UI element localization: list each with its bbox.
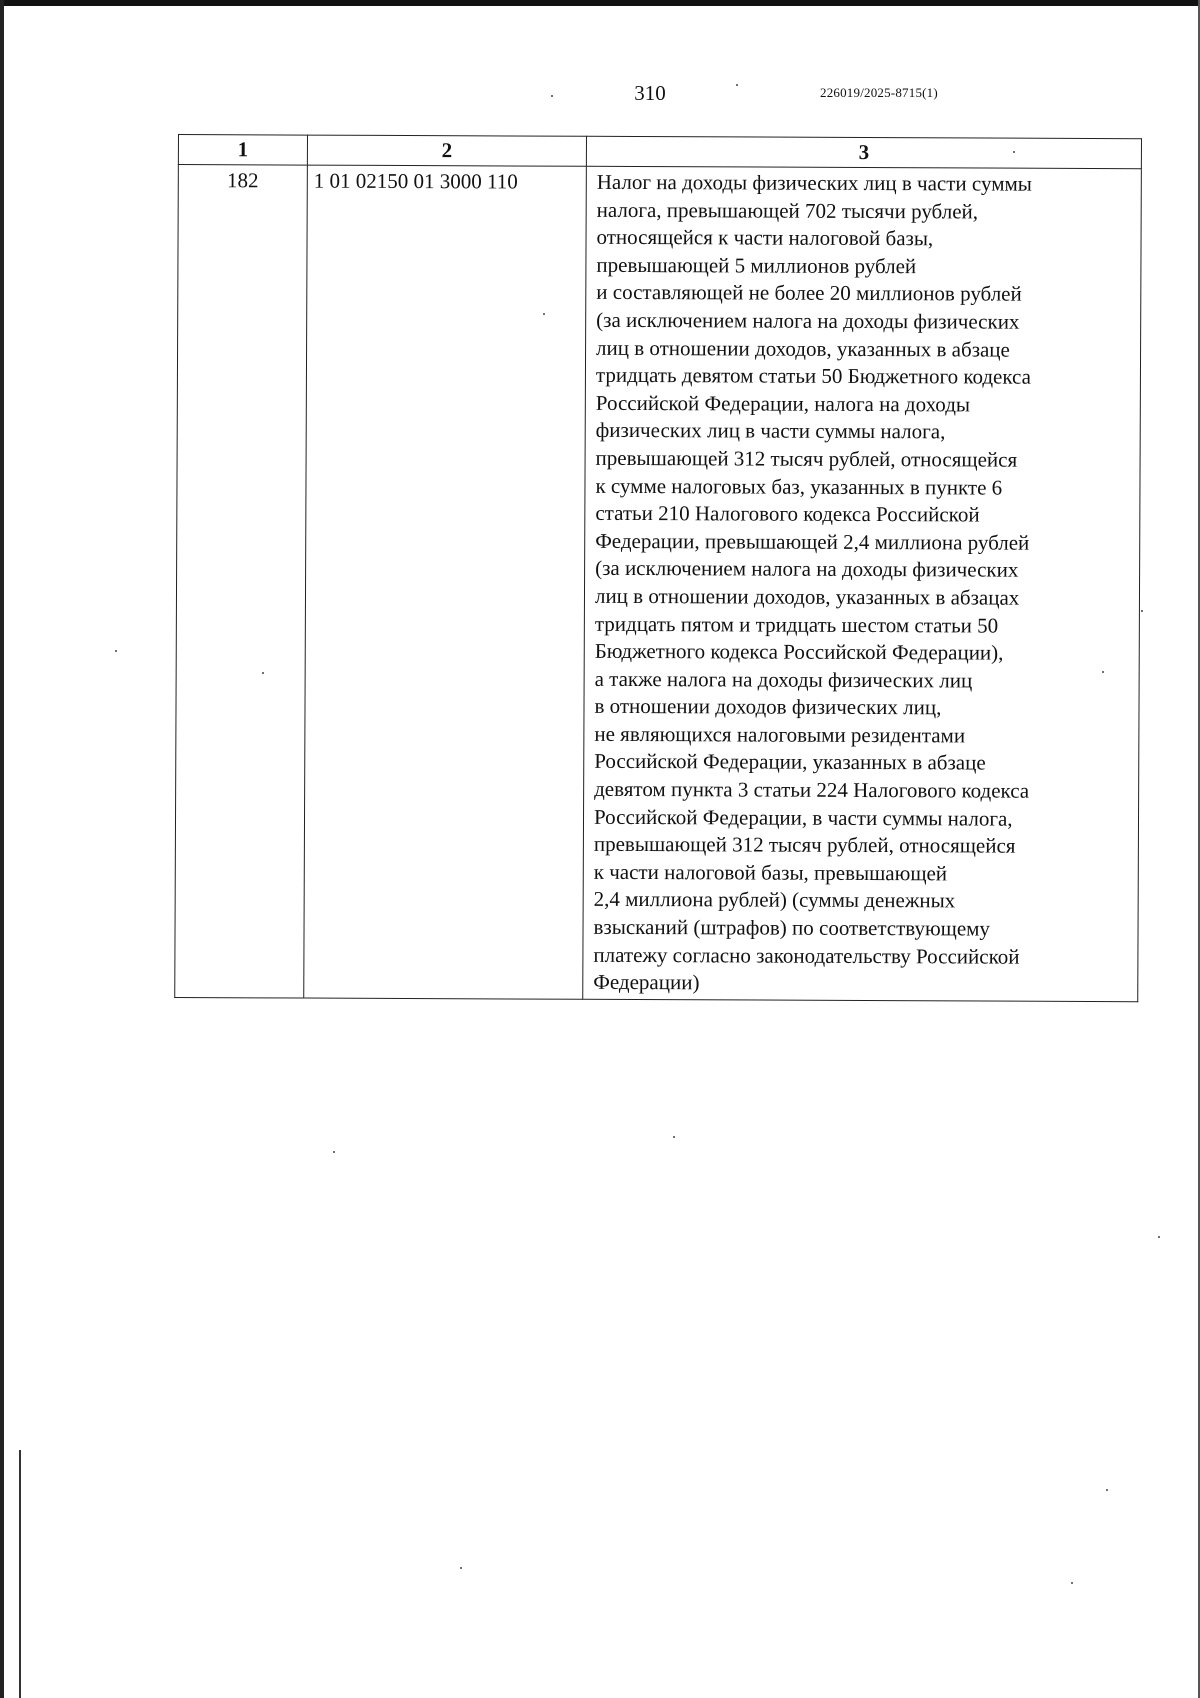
revenue-name-line: физических лиц в части суммы налога, — [595, 418, 946, 444]
scan-speck — [1102, 671, 1104, 673]
revenue-name-line: превышающей 312 тысяч рублей, относящейся — [595, 445, 1018, 472]
column-header-1: 1 — [178, 135, 307, 166]
revenue-name-line: Российской Федерации, налога на доходы — [595, 390, 971, 417]
table-header — [178, 135, 1141, 169]
scan-speck — [1106, 1489, 1108, 1491]
revenue-code-cell: 1 01 02150 01 3000 110 — [304, 165, 587, 999]
page-number: 310 — [634, 81, 666, 105]
table-body — [175, 165, 1142, 1002]
scan-speck — [551, 95, 553, 97]
table-row — [175, 165, 1142, 1002]
revenue-name-line: статьи 210 Налогового кодекса Российской — [595, 500, 980, 527]
scan-speck — [262, 672, 264, 674]
revenue-name-line: Российской Федерации, указанных в абзаце — [594, 749, 986, 775]
revenue-name-line: к части налоговой базы, превышающей — [593, 859, 948, 886]
revenue-name-line: превышающей 312 тысяч рублей, относящейся — [593, 832, 1016, 858]
revenue-name-line: девятом пункта 3 статьи 224 Налогового кодекса — [594, 776, 1030, 803]
scan-speck — [115, 650, 117, 652]
scan-left-border-inner — [19, 1450, 21, 1698]
revenue-name-line: Налог на доходы физических лиц в части суммы — [596, 169, 1032, 196]
scan-speck — [1141, 610, 1143, 612]
document-id: 226019/2025-8715(1) — [820, 85, 938, 100]
revenue-name-line: превышающей 5 миллионов рублей — [596, 252, 917, 279]
scan-speck — [333, 1151, 335, 1153]
column-header-3: 3 — [586, 136, 1141, 168]
revenue-name-line: Российской Федерации, в части суммы налога, — [593, 804, 1013, 831]
revenue-name-line: тридцать девятом статьи 50 Бюджетного кодекса — [595, 362, 1032, 389]
scan-speck — [736, 84, 738, 86]
scan-left-border — [0, 0, 4, 1698]
scan-speck — [543, 313, 545, 315]
table-header-row — [178, 135, 1141, 169]
revenue-name-line: и составляющей не более 20 миллионов рублей — [596, 280, 1022, 307]
scan-speck — [673, 1136, 675, 1138]
revenue-name-cell — [583, 166, 1142, 1001]
revenue-name-line: лиц в отношении доходов, указанных в абзацах — [594, 583, 1020, 610]
revenue-name-line: налога, превышающей 702 тысячи рублей, — [596, 197, 979, 224]
revenue-name-line: Бюджетного кодекса Российской Федерации), — [594, 638, 1004, 665]
revenue-name-line: тридцать пятом и тридцать шестом статьи 50 — [594, 611, 999, 638]
scan-speck — [1158, 1236, 1160, 1238]
revenue-name-line: относящейся к части налоговой базы, — [596, 225, 934, 251]
revenue-name-line: взысканий (штрафов) по соответствующему — [593, 914, 991, 941]
revenue-name-line: платежу согласно законодательству Российской — [593, 942, 1020, 969]
revenue-name-line: (за исключением налога на доходы физических — [596, 307, 1020, 334]
revenue-name-line: Федерации, превышающей 2,4 миллиона рублей — [595, 528, 1030, 555]
scan-speck — [1071, 1582, 1073, 1584]
revenue-name-line: Федерации) — [593, 970, 700, 995]
column-header-2: 2 — [307, 135, 586, 166]
revenue-name-line: к сумме налоговых баз, указанных в пункте 6 — [595, 473, 1003, 500]
revenue-name-line: 2,4 миллиона рублей) (суммы денежных — [593, 887, 956, 913]
budget-classification-table — [174, 134, 1142, 1002]
scan-speck — [460, 1567, 462, 1569]
revenue-name-line: в отношении доходов физических лиц, — [594, 694, 942, 720]
revenue-name-line: а также налога на доходы физических лиц — [594, 666, 973, 693]
administrator-code-cell: 182 — [175, 165, 308, 998]
revenue-name-line: не являющихся налоговыми резидентами — [594, 721, 966, 748]
scan-top-border — [0, 0, 1200, 6]
revenue-name-line: лиц в отношении доходов, указанных в абзаце — [596, 335, 1010, 362]
scan-speck — [1013, 151, 1015, 153]
revenue-name-line: (за исключением налога на доходы физических — [595, 556, 1019, 582]
